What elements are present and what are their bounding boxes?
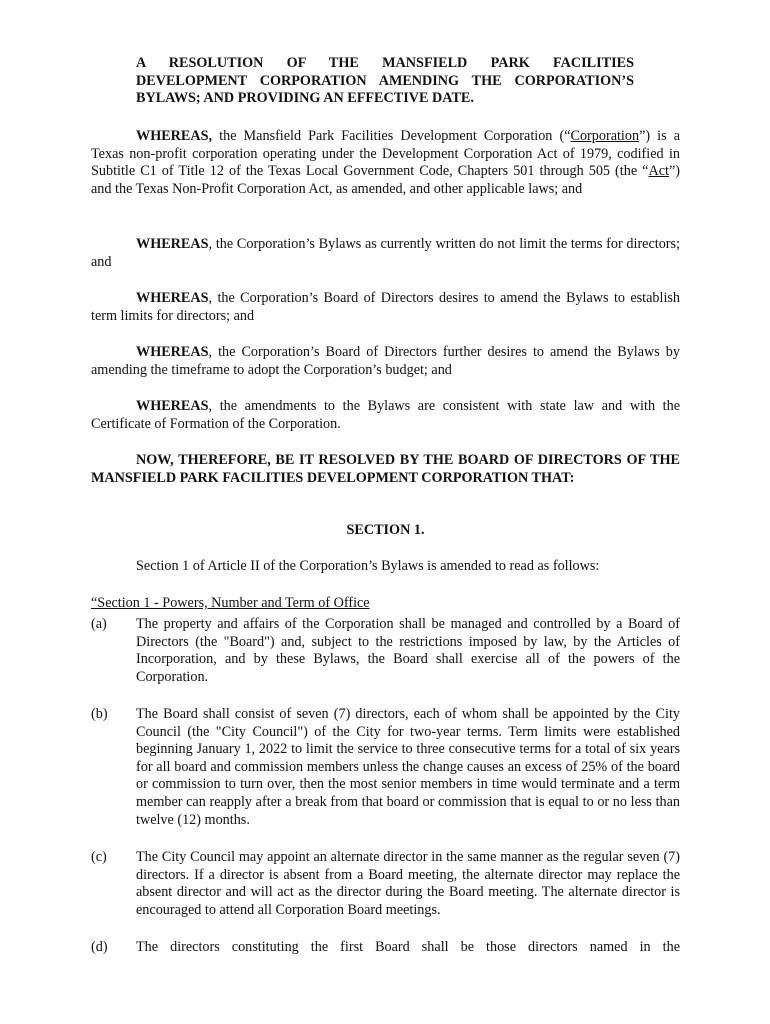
whereas-lead: WHEREAS — [136, 290, 209, 306]
whereas-text: ”) and the Texas Non-Profit Corporation Act, as amended, and other applicable laws; and — [91, 163, 680, 197]
whereas-paragraph-5 — [91, 398, 680, 433]
whereas-lead: WHEREAS — [136, 344, 209, 360]
whereas-lead: WHEREAS — [136, 236, 209, 252]
whereas-text: the Mansfield Park Facilities Development Corporation (“ — [212, 128, 571, 144]
list-item — [91, 616, 680, 686]
defined-term-act: Act — [648, 163, 669, 180]
list-item — [91, 706, 680, 829]
subsection-title — [91, 595, 680, 613]
item-text: The Board shall consist of seven (7) directors, each of whom shall be appointed by the City Council (the "City Council") of the City for two-year terms. Term limits were established beginning January 1, 2022 to limit the service to three consecutive terms for a total of six years for all board and commission members unless the change causes an excess of 25% of the board or commission to turn over, then the most senior members in time would terminate and a term member can reapply after a break from that board or commission that is equal to or no less than twelve (12) months. — [136, 706, 680, 828]
item-label: (c) — [91, 849, 107, 865]
item-text: The directors constituting the first Board shall be those directors named in the — [136, 939, 680, 955]
whereas-lead: WHEREAS, — [136, 128, 213, 144]
item-text: The property and affairs of the Corporation shall be managed and controlled by a Board of Directors (the "Board") and, subject to the restrictions imposed by law, by the Articles of Incorporation, and by these Bylaws, the Board shall exercise all of the powers of the Corporation. — [136, 616, 680, 685]
subsection-title-text: “Section 1 - Powers, Number and Term of Office — [91, 595, 370, 611]
whereas-paragraph-3 — [91, 290, 680, 325]
whereas-text: ”) is a Texas non-profit corporation operating under the Development Corporation Act of 1979, codified in Subtitle C1 of Title 12 of the Texas Local Government Code, Chapters 501 through 505 (the “ — [91, 128, 680, 180]
resolved-clause: NOW, THEREFORE, BE IT RESOLVED BY THE BOARD OF DIRECTORS OF THE MANSFIELD PARK FACILITIES DEVELOPMENT CORPORATION THAT: — [91, 452, 680, 486]
whereas-text: , the Corporation’s Board of Directors desires to amend the Bylaws to establish term limits for directors; and — [91, 290, 680, 324]
whereas-paragraph-1 — [91, 128, 680, 198]
defined-term-corporation: Corporation — [570, 128, 640, 144]
whereas-text: , the Corporation’s Bylaws as currently written do not limit the terms for directors; and — [91, 236, 680, 270]
title-line: DEVELOPMENT CORPORATION AMENDING THE CORPORATION’S — [136, 72, 634, 89]
section-intro: Section 1 of Article II of the Corporation’s Bylaws is amended to read as follows: — [136, 558, 600, 574]
title-line: BYLAWS; AND PROVIDING AN EFFECTIVE DATE. — [136, 90, 474, 107]
section-heading: SECTION 1. — [346, 522, 425, 538]
list-item — [91, 939, 680, 957]
list-item — [91, 849, 680, 919]
item-text: The City Council may appoint an alternate director in the same manner as the regular seven (7) directors. If a director is absent from a Board meeting, the alternate director may replace the absent director and will act as the director during the Board meeting. The alternate director is encouraged to attend all Corporation Board meetings. — [136, 849, 680, 918]
whereas-text: , the amendments to the Bylaws are consistent with state law and with the Certificate of Formation of the Corporation. — [91, 398, 680, 432]
item-label: (a) — [91, 616, 107, 632]
whereas-paragraph-4 — [91, 344, 680, 379]
whereas-text: , the Corporation’s Board of Directors further desires to amend the Bylaws by amending the timeframe to adopt the Corporation’s budget; and — [91, 344, 680, 378]
item-label: (d) — [91, 939, 108, 955]
whereas-paragraph-2 — [91, 236, 680, 271]
title-line: A RESOLUTION OF THE MANSFIELD PARK FACILITIES — [136, 55, 634, 71]
resolution-title — [136, 55, 634, 108]
item-label: (b) — [91, 706, 108, 722]
whereas-lead: WHEREAS — [136, 398, 209, 414]
